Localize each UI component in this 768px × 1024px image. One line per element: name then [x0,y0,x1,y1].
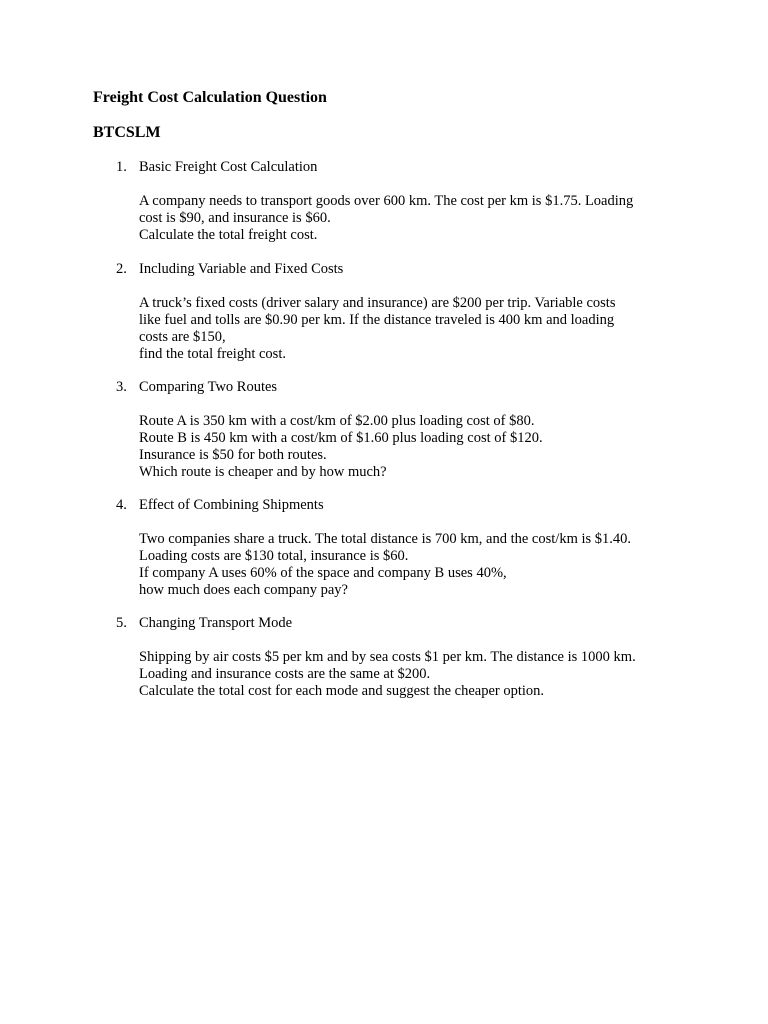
question-line: If company A uses 60% of the space and company B uses 40%, [139,565,507,581]
question-line: Loading and insurance costs are the same at $200. [139,666,431,682]
question-body [139,413,684,481]
question-line: Route A is 350 km with a cost/km of $2.00 plus loading cost of $80. [139,413,535,429]
question-title: Effect of Combining Shipments [139,497,324,513]
question-number: 2. [116,261,127,277]
question-title: Including Variable and Fixed Costs [139,261,344,277]
question-line: costs are $150, [139,329,226,345]
document-title: Freight Cost Calculation Question [93,89,327,106]
question-title: Comparing Two Routes [139,379,278,395]
question-title: Changing Transport Mode [139,615,293,631]
question-body [139,193,684,244]
question-line: A truck’s fixed costs (driver salary and insurance) are $200 per trip. Variable costs [139,295,616,311]
question-number: 4. [116,497,127,513]
question-number: 5. [116,615,127,631]
question-line: like fuel and tolls are $0.90 per km. If the distance traveled is 400 km and loading [139,312,615,328]
question-number: 1. [116,159,127,175]
question-line: Loading costs are $130 total, insurance is $60. [139,548,409,564]
question-line: Route B is 450 km with a cost/km of $1.60 plus loading cost of $120. [139,430,543,446]
document-subtitle: BTCSLM [93,124,161,141]
question-body [139,649,684,700]
question-line: Calculate the total freight cost. [139,227,318,243]
question-body [139,295,684,363]
question-line: Shipping by air costs $5 per km and by sea costs $1 per km. The distance is 1000 km. [139,649,636,665]
question-line: Which route is cheaper and by how much? [139,464,387,480]
question-line: Two companies share a truck. The total distance is 700 km, and the cost/km is $1.40. [139,531,632,547]
question-title: Basic Freight Cost Calculation [139,159,318,175]
question-number: 3. [116,379,127,395]
question-line: Calculate the total cost for each mode and suggest the cheaper option. [139,683,545,699]
question-line: Insurance is $50 for both routes. [139,447,327,463]
question-line: A company needs to transport goods over 600 km. The cost per km is $1.75. Loading [139,193,634,209]
question-body [139,531,684,599]
question-line: cost is $90, and insurance is $60. [139,210,331,226]
question-line: how much does each company pay? [139,582,348,598]
question-line: find the total freight cost. [139,346,286,362]
